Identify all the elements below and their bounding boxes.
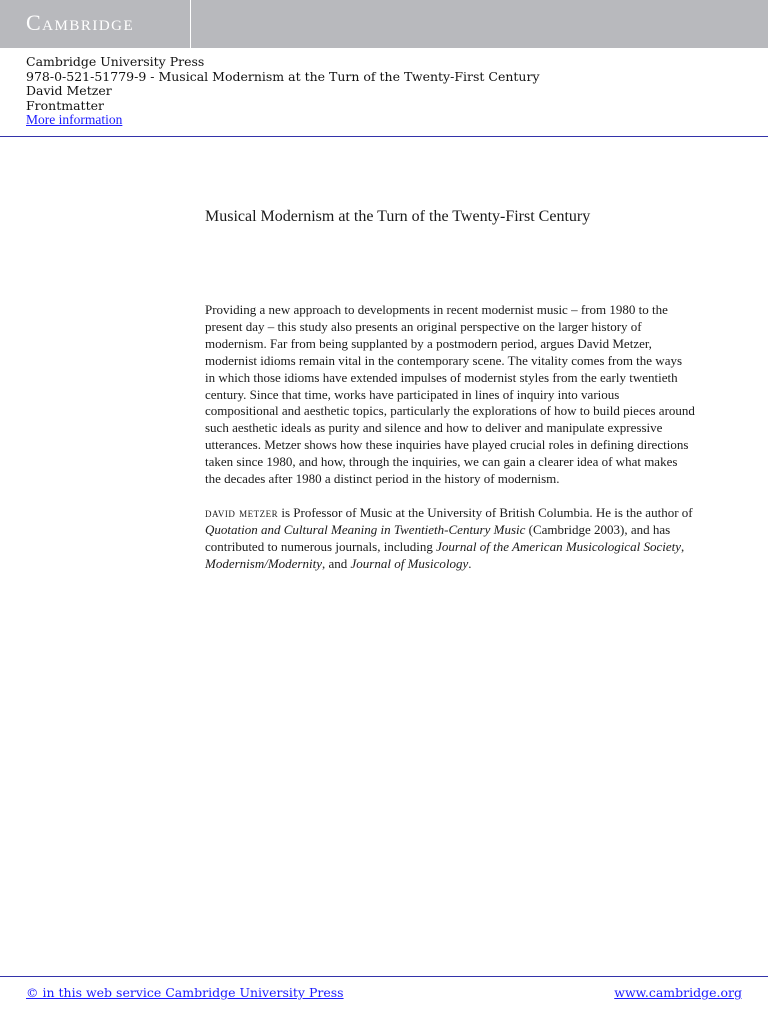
book-metadata [26, 55, 540, 128]
bio-text: . [468, 555, 472, 571]
bio-journal-title: Journal of the American Musicological Society [436, 538, 681, 554]
author-bio-paragraph [205, 505, 695, 573]
more-information-link[interactable]: More information [26, 112, 123, 128]
bio-text: is Professor of Music at the University of British Columbia. He is the author of [278, 504, 693, 520]
header-divider [190, 0, 191, 48]
page-title: Musical Modernism at the Turn of the Twenty-First Century [205, 208, 591, 225]
bio-book-title: Quotation and Cultural Meaning in Twentieth-Century Music [205, 521, 526, 537]
bio-text: , and [321, 555, 351, 571]
top-rule [0, 136, 768, 137]
section-name: Frontmatter [26, 97, 104, 113]
header-bar [0, 0, 768, 48]
bio-journal-title: Journal of Musicology [350, 555, 469, 571]
bio-author-name: david metzer [205, 504, 279, 520]
cambridge-logo: Cambridge [26, 10, 135, 35]
bio-journal-title: Modernism/Modernity [205, 555, 322, 571]
cambridge-site-link[interactable]: www.cambridge.org [614, 985, 742, 1000]
summary-paragraph: Providing a new approach to developments in recent modernist music – from 1980 to the present day – this study also presents an original perspective on the larger history of modernism. Far from being supplanted by a postmodern period, argues David Metzer, modernist idioms remain vital in the contemporary scene. The vitality comes from the ways in which those idioms have extended impulses of modernist styles from the early twentieth century. Since that time, works have participated in lines of inquiry into various compositional and aesthetic topics, particularly the explorations of how to build pieces around such aesthetic ideals as purity and silence and how to deliver and manipulate expressive utterances. Metzer shows how these inquiries have played crucial roles in defining directions taken since 1980, and how, through the inquiries, we can gain a clearer idea of what makes the decades after 1980 a distinct period in the history of modernism. [205, 302, 695, 487]
main-content [205, 302, 695, 573]
bottom-rule [0, 976, 768, 977]
bio-text: , [680, 538, 685, 554]
copyright-link[interactable]: © in this web service Cambridge University Press [26, 985, 344, 1000]
bio-text: (Cambridge 2003), and has contributed to numerous journals, including [205, 521, 671, 554]
author-name: David Metzer [26, 83, 112, 99]
isbn-title: 978-0-521-51779-9 - Musical Modernism at the Turn of the Twenty-First Century [26, 68, 540, 84]
publisher-name: Cambridge University Press [26, 54, 205, 69]
